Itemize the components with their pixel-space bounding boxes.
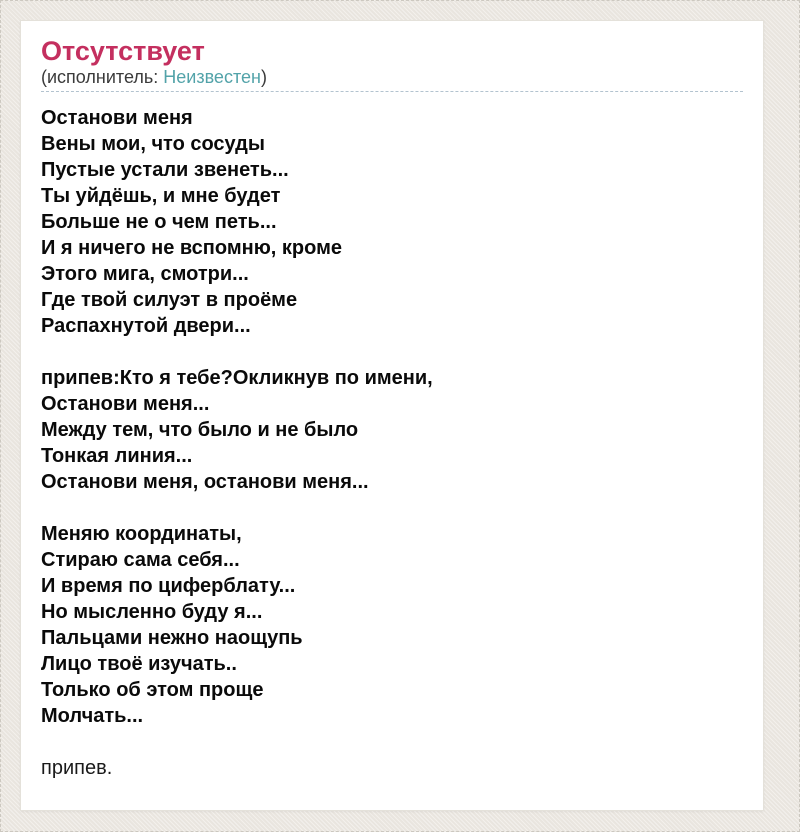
lyric-line: Стираю сама себя... [41,549,240,571]
lyric-line: Тонкая линия... [41,445,193,467]
lyric-line: Пустые устали звенеть... [41,159,289,181]
lyrics-card [20,20,764,811]
subtitle-prefix: (исполнитель: [41,67,164,87]
chorus-note: припев. [41,757,113,779]
lyric-line: Останови меня, останови меня... [41,471,369,493]
artist-subtitle [41,67,743,92]
lyric-line: Останови меня... [41,393,210,415]
lyric-line: Этого мига, смотри... [41,263,249,285]
lyric-line: Между тем, что было и не было [41,419,359,441]
lyric-line: И я ничего не вспомню, кроме [41,237,342,259]
lyric-line: Вены мои, что сосуды [41,133,265,155]
lyric-line: Но мысленно буду я... [41,601,263,623]
lyric-blank-line [41,339,743,365]
lyric-blank-line [41,495,743,521]
lyric-line: Меняю координаты, [41,523,242,545]
subtitle-suffix: ) [260,67,267,87]
lyrics-block [41,105,743,729]
lyric-line: Пальцами нежно наощупь [41,627,303,649]
artist-link[interactable]: Неизвестен [163,67,261,87]
lyric-line: Где твой силуэт в проёме [41,289,298,311]
lyric-line: Лицо твоё изучать.. [41,653,237,675]
lyric-line: Останови меня [41,107,193,129]
song-title: Отсутствует [41,36,205,66]
lyric-line: Молчать... [41,705,144,727]
lyric-line: И время по циферблату... [41,575,296,597]
lyric-line: Больше не о чем петь... [41,211,277,233]
lyric-line: Распахнутой двери... [41,315,251,337]
lyric-line: Только об этом проще [41,679,264,701]
lyric-line: припев:Кто я тебе?Окликнув по имени, [41,367,433,389]
lyric-line: Ты уйдёшь, и мне будет [41,185,281,207]
